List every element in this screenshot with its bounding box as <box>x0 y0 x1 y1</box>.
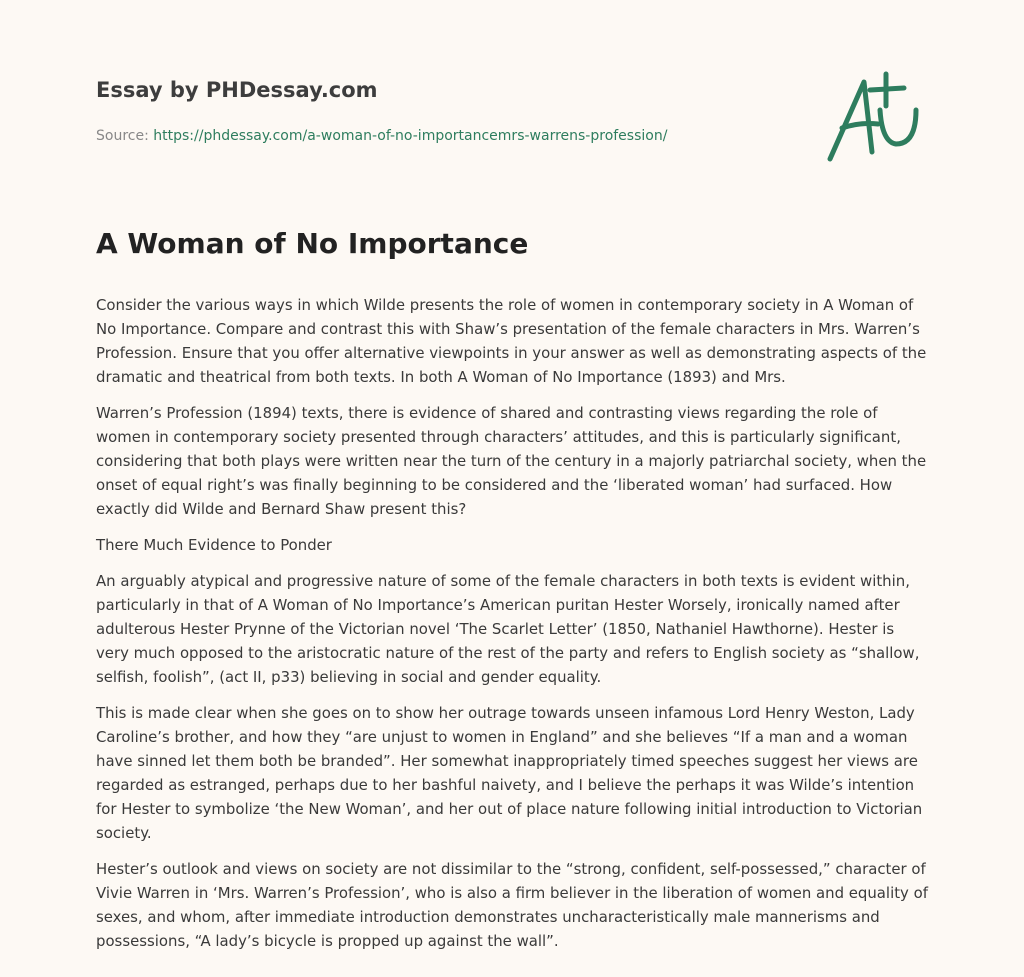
source-link[interactable]: https://phdessay.com/a-woman-of-no-importancemrs-warrens-profession/ <box>153 128 668 144</box>
site-brand: Essay by PHDessay.com <box>96 78 378 102</box>
essay-content <box>96 225 928 965</box>
essay-title: A Woman of No Importance <box>96 227 529 260</box>
section-subheading: There Much Evidence to Ponder <box>96 536 332 554</box>
paragraph: Hester’s outlook and views on society are not dissimilar to the “strong, confident, self-possessed,” character of Vivie Warren in ‘Mrs. Warren’s Profession’, who is also a firm believer in the liberation of women and equality of sexes, and whom, after immediate introduction demonstrates uncharacteristically male mannerisms and possessions, “A lady’s bicycle is propped up against the wall”. <box>96 860 928 950</box>
paragraph: This is made clear when she goes on to show her outrage towards unseen infamous Lord Henry Weston, Lady Caroline’s brother, and how they “are unjust to women in England” and she believes “If a man and a woman have sinned let them both be branded”. Her somewhat inappropriately timed speeches suggest her views are regarded as estranged, perhaps due to her bashful naivety, and I believe the perhaps it was Wilde’s intention for Hester to symbolize ‘the New Woman’, and her out of place nature following initial introduction to Victorian society. <box>96 704 923 842</box>
essay-header <box>96 76 856 146</box>
source-label: Source: <box>96 128 149 144</box>
paragraph: Consider the various ways in which Wilde presents the role of women in contemporary society in A Woman of No Importance. Compare and contrast this with Shaw’s presentation of the female characters in Mrs. Warren’s Profession. Ensure that you offer alternative viewpoints in your answer as well as demonstrating aspects of the dramatic and theatrical from both texts. In both A Woman of No Importance (1893) and Mrs. <box>96 296 927 386</box>
paragraph: An arguably atypical and progressive nature of some of the female characters in both texts is evident within, particularly in that of A Woman of No Importance’s American puritan Hester Worsely, ironically named after adulterous Hester Prynne of the Victorian novel ‘The Scarlet Letter’ (1850, Nathaniel Hawthorne). Hester is very much opposed to the aristocratic nature of the rest of the party and refers to English society as “shallow, selfish, foolish”, (act II, p33) believing in social and gender equality. <box>96 572 920 686</box>
source-line <box>96 126 856 146</box>
paragraph: Warren’s Profession (1894) texts, there is evidence of shared and contrasting views regarding the role of women in contemporary society presented through characters’ attitudes, and this is particularly significant, considering that both plays were written near the turn of the century in a majorly patriarchal society, when the onset of equal right’s was finally beginning to be considered and the ‘liberated woman’ had surfaced. How exactly did Wilde and Bernard Shaw present this? <box>96 404 927 518</box>
a-plus-grade-icon <box>820 64 930 164</box>
